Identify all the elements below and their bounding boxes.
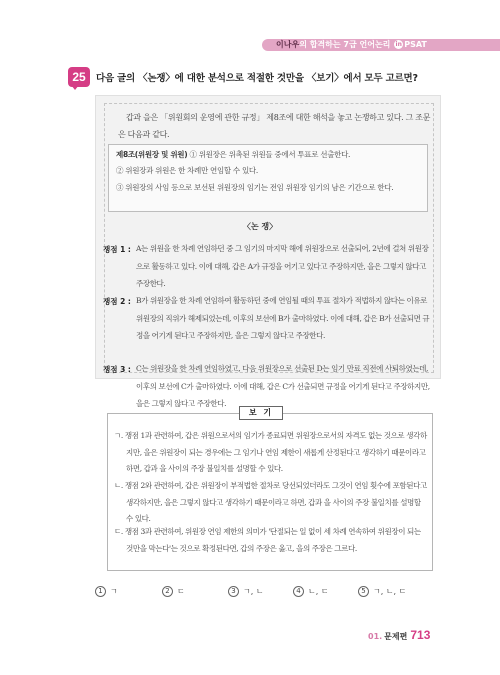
answer-choice-3[interactable] <box>228 586 264 597</box>
choice-number-1: 1 <box>95 586 106 597</box>
issue-1-label: 쟁점 1 : <box>103 245 131 254</box>
answer-choice-1[interactable] <box>95 586 118 597</box>
book-title <box>276 38 427 52</box>
answer-choice-4[interactable] <box>293 586 329 597</box>
rule-clause-1: ① 위원장은 위촉된 위원들 중에서 투표로 선출한다. <box>187 150 351 159</box>
example-item-3: ㄷ. 쟁점 3과 관련하여, 위원장 연임 제한의 의미가 '단절되는 일 없이 세 차례 연속하여 위원장이 되는 것만을 막는다'는 것으로 확정된다면, 갑의 주장은 옳고, 을의 주장은 그르다. <box>114 527 421 553</box>
choice-number-4: 4 <box>293 586 304 597</box>
brand-badge-icon: in <box>395 41 402 48</box>
rule-clause-2: ② 위원장과 위원은 한 차례만 연임할 수 있다. <box>116 166 258 176</box>
title-subject: 7급 언어논리 <box>343 40 391 49</box>
choice-text-5: ㄱ, ㄴ, ㄷ <box>373 587 407 596</box>
choice-text-1: ㄱ <box>110 587 118 596</box>
issue-3-label: 쟁점 3 : <box>103 365 131 374</box>
example-item-2: ㄴ. 쟁점 2와 관련하여, 갑은 위원장이 부적법한 절차로 당선되었더라도 그것이 연임 횟수에 포함된다고 생각하지만, 을은 그렇지 않다고 생각하기 때문이라고 하면, 갑과 을 사이의 주장 불일치를 설명할 수 있다. <box>114 481 427 523</box>
choice-number-3: 3 <box>228 586 239 597</box>
choice-text-4: ㄴ, ㄷ <box>308 587 329 596</box>
rule-heading: 제8조(위원장 및 위원) <box>116 150 188 159</box>
question-prompt: 다음 글의 〈논쟁〉에 대한 분석으로 적절한 것만을 〈보기〉에서 모두 고르면? <box>96 73 418 84</box>
example-item-1: ㄱ. 쟁점 1과 관련하여, 갑은 위원으로서의 임기가 종료되면 위원장으로서의 자격도 없는 것으로 생각하지만, 을은 위원장이 되는 경우에는 그 임기나 연임 제한이 새롭게 산정된다고 생각하기 때문이라고 하면, 갑과 을 사이의 주장 불일치를 설명할 수 있다. <box>114 431 427 473</box>
answer-choice-2[interactable] <box>162 586 185 597</box>
question-number-badge: 25 <box>68 67 90 87</box>
dispute-title: 〈논 쟁〉 <box>242 222 278 231</box>
choice-text-2: ㄷ <box>177 587 185 596</box>
issue-1-text: A는 위원을 한 차례 연임하던 중 그 임기의 마지막 해에 위원장으로 선출되어, 2년에 걸쳐 위원장으로 활동하고 있다. 이에 대해, 갑은 A가 규정을 어기고 있다고 주장하지만, 을은 그렇지 않다고 주장한다. <box>136 244 429 288</box>
chapter-label: 문제편 <box>384 632 408 641</box>
choice-number-5: 5 <box>358 586 369 597</box>
rule-text <box>116 147 422 196</box>
issue-3-text: C는 위원장을 한 차례 연임하였고, 다음 위원장으로 선출된 D는 임기 만료 직전에 사퇴하였는데, 이후의 보선에 C가 출마하였다. 이에 대해, 갑은 C가 선출되면 규정을 어기게 된다고 주장하지만, 을은 그렇지 않다고 주장한다. <box>136 364 430 408</box>
choice-number-2: 2 <box>162 586 173 597</box>
choice-text-3: ㄱ, ㄴ <box>243 587 264 596</box>
rule-clause-3: ③ 위원장의 사임 등으로 보선된 위원장의 임기는 전임 위원장 임기의 남은 기간으로 한다. <box>116 182 394 192</box>
page-footer <box>368 624 430 643</box>
badge-tail-icon <box>71 85 79 90</box>
passage-intro: 갑과 을은 「위원회의 운영에 관한 규정」 제8조에 대한 해석을 놓고 논쟁하고 있다. 그 조문은 다음과 같다. <box>118 113 431 139</box>
page-number: 713 <box>410 628 431 642</box>
answer-choice-5[interactable] <box>358 586 406 597</box>
examples-title: 보 기 <box>239 406 283 420</box>
issue-2-label: 쟁점 2 : <box>103 297 131 306</box>
title-connector: 의 합격하는 <box>299 40 344 49</box>
author-name: 이나우 <box>276 40 300 49</box>
chapter-number: 01. <box>368 632 383 641</box>
issue-2-text: B가 위원장을 한 차례 연임하여 활동하던 중에 연임될 때의 투표 절차가 적법하지 않다는 이유로 위원장의 직위가 해제되었는데, 이후의 보선에 B가 출마하였다. 이에 대해, 갑은 B가 선출되면 규정을 어기게 된다고 주장하지만, 을은 그렇지 않다고 주장한다. <box>136 296 430 340</box>
title-suffix: PSAT <box>404 40 427 49</box>
